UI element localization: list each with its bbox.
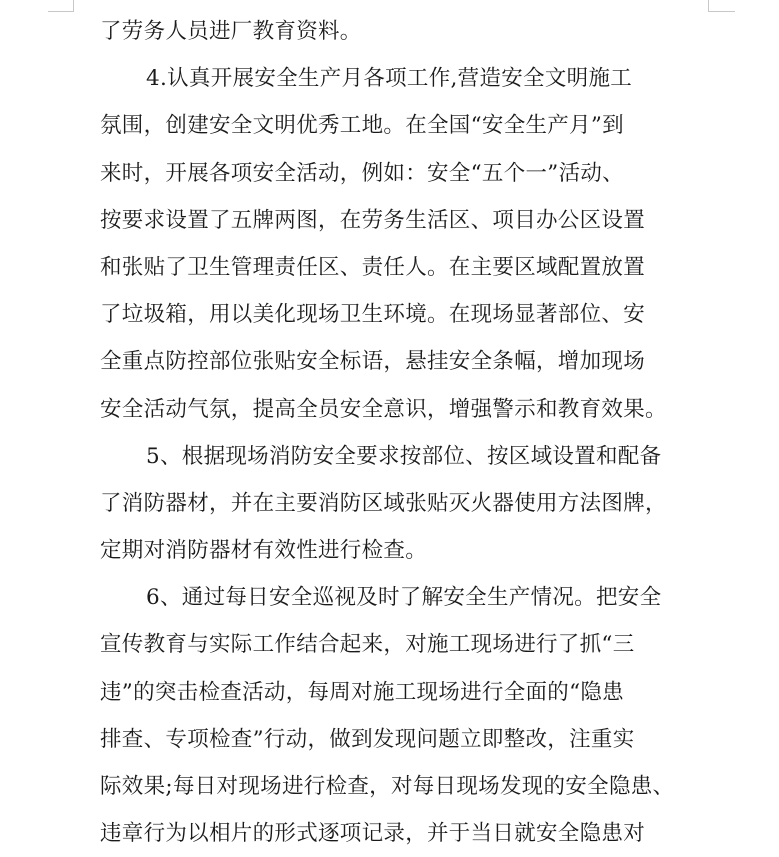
text-line: 按要求设置了五牌两图，在劳务生活区、项目办公区设置: [100, 207, 646, 233]
text-line: 际效果;每日对现场进行检查，对每日现场发现的安全隐患、: [100, 774, 675, 799]
text-line: 排查、专项检查”行动，做到发现问题立即整改，注重实: [100, 726, 635, 752]
text-line: 安全活动气氛，提高全员安全意识，增强警示和教育效果。: [100, 396, 667, 422]
text-line: 了垃圾箱，用以美化现场卫生环境。在现场显著部位、安: [100, 302, 646, 328]
text-line: 了劳务人员进厂教育资料。: [100, 19, 362, 44]
text-line: 了消防器材，并在主要消防区域张贴灭火器使用方法图牌，: [100, 490, 667, 516]
text-line: 定期对消防器材有效性进行检查。: [100, 538, 428, 564]
document-body: [100, 8, 700, 857]
crop-mark-right-horizontal: [709, 11, 735, 12]
text-line: 来时，开展各项安全活动，例如：安全“五个一”活动、: [100, 160, 624, 186]
text-line: 违”的突击检查活动，每周对施工现场进行全面的“隐患: [100, 679, 624, 705]
text-line: 氛围，创建安全文明优秀工地。在全国“安全生产月”到: [100, 113, 624, 139]
text-line: 6、通过每日安全巡视及时了解安全生产情况。把安全: [146, 585, 662, 611]
text-line: 4.认真开展安全生产月各项工作,营造安全文明施工: [146, 66, 633, 92]
text-line: 宣传教育与实际工作结合起来，对施工现场进行了抓“三: [100, 632, 635, 658]
crop-mark-left-horizontal: [48, 11, 74, 12]
text-line: 违章行为以相片的形式逐项记录，并于当日就安全隐患对: [100, 821, 646, 847]
text-line: 5、根据现场消防安全要求按部位、按区域设置和配备: [146, 443, 662, 469]
text-line: 全重点防控部位张贴安全标语，悬挂安全条幅，增加现场: [100, 349, 646, 375]
text-line: 和张贴了卫生管理责任区、责任人。在主要区域配置放置: [100, 254, 646, 280]
